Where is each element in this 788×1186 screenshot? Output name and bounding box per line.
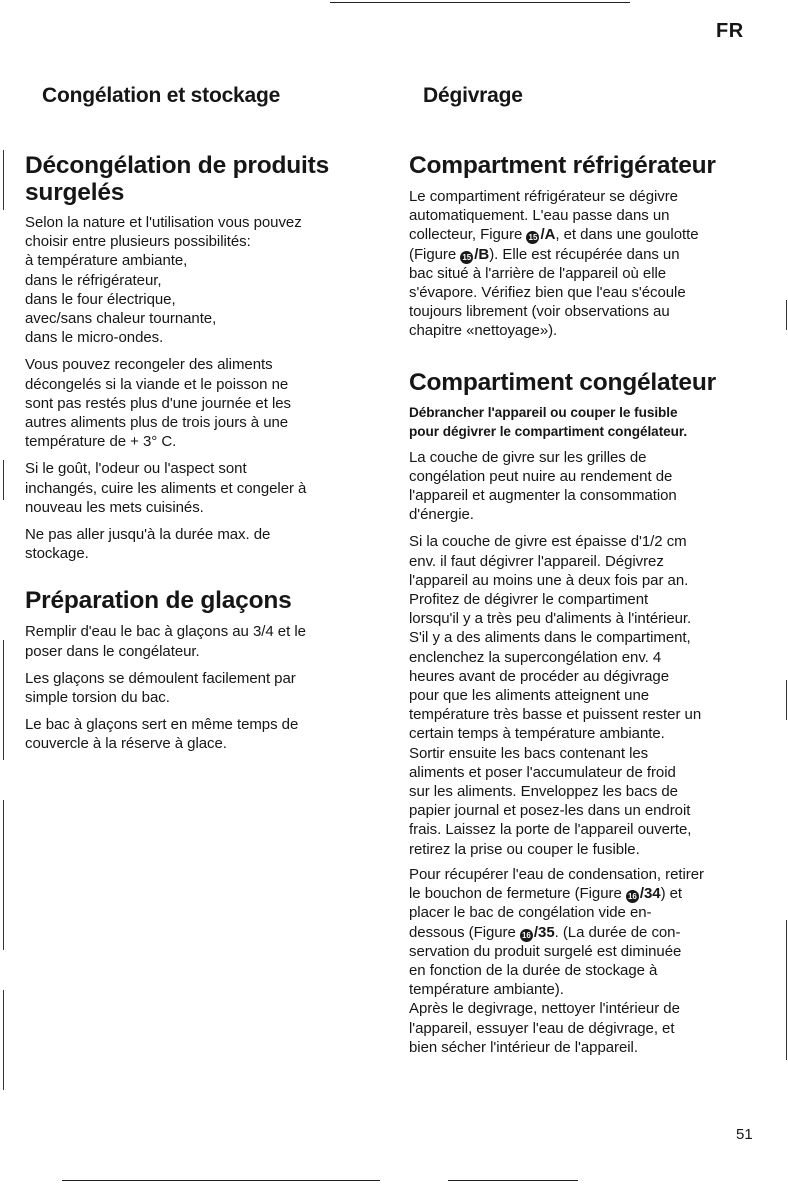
paragraph-duree-max: Ne pas aller jusqu'à la durée max. de stockage. [25,526,271,563]
section-title-congelation: Congélation et stockage [42,84,281,107]
paragraph-demoulent: Les glaçons se démoulent facilement par simple torsion du bac. [25,669,296,707]
paragraph-couvercle: Le bac à glaçons sert en même temps de couvercle à la réserve à glace. [25,716,299,753]
left-column [25,84,365,754]
figure-16-icon: 16 [520,929,533,942]
heading-refrigerateur: Compartment réfrigérateur [409,152,716,179]
heading-decongelation: Décongélation de produits surgelés [25,152,329,206]
scan-edge-mark [3,800,4,950]
section-title-degivrage: Dégivrage [423,84,523,107]
figure-15-icon: 15 [526,231,539,244]
scan-edge-mark [3,640,4,760]
figure-15-icon: 15 [460,251,473,264]
paragraph-recongeler: Vous pouvez recongeler des aliments décongelés si la viande et le poisson ne sont pas restés plus d'une journée et les autres aliments plus de trois jours à une température de + 3° C. [25,356,291,451]
paragraph-refrigerateur: Le compartiment réfrigérateur se dégivre automatiquement. L'eau passe dans un collecteur, Figure 15 /A, et dans une goulotte (Figure 15 /B). Elle est récupérée dans un bac situé à l'arrière de l'appareil où elle s'évapore. Vérifiez bien que l'eau s'écoule toujours librement (voir observations au chapitre «nettoyage»). [409,188,699,340]
paragraph-remplir: Remplir d'eau le bac à glaçons au 3/4 et le poser dans le congélateur. [25,623,306,660]
paragraph-possibilites: Selon la nature et l'utilisation vous pouvez choisir entre plusieurs possibilités: à température ambiante, dans le réfrigérateur, dans le four électrique, avec/sans chaleur tournante, dans le micro-ondes. [25,214,302,347]
paragraph-condensation: Pour récupérer l'eau de condensation, retirer le bouchon de fermeture (Figure 16 /34) et placer le bac de congélation vide en- dessous (Figure 16 /35. (La durée de con- servation du produit surgelé est diminuée en fonction de la durée de stockage à température ambiante). Après le degivrage, nettoyer l'intérieur de l'appareil, essuyer l'eau de dégivrage, et bien sécher l'intérieur de l'appareil. [409,865,704,1056]
scan-edge-mark [786,920,787,1060]
heading-congelateur: Compartiment congélateur [409,368,716,396]
scan-edge-mark [786,300,787,330]
warning-debrancher: Débrancher l'appareil ou couper le fusible pour dégivrer le compartiment congélateur. [409,404,688,439]
heading-glacons: Préparation de glaçons [25,587,292,615]
language-code: FR [716,20,744,42]
paragraph-gout: Si le goût, l'odeur ou l'aspect sont inchangés, cuire les aliments et congeler à nouveau les mets cuisinés. [25,460,307,516]
scan-edge-mark [3,460,4,500]
scan-edge-mark [3,150,4,210]
bottom-rule-right [448,1180,578,1181]
right-column [409,84,759,1057]
figure-16-icon: 16 [626,890,639,903]
scan-edge-mark [786,680,787,720]
top-rule [330,2,630,3]
scan-edge-mark [3,990,4,1090]
page-number: 51 [736,1126,753,1143]
paragraph-couche-givre: La couche de givre sur les grilles de congélation peut nuire au rendement de l'appareil et augmenter la consommation d'énergie. [409,448,677,524]
bottom-rule-left [62,1180,380,1181]
paragraph-degivrer: Si la couche de givre est épaisse d'1/2 cm env. il faut dégivrer l'appareil. Dégivrez l'appareil au moins une à deux fois par an. Profitez de dégivrer le compartiment lorsqu'il y a très peu d'aliments à l'intérieur. S'il y a des aliments dans le compartiment, enclenchez la supercongélation env. 4 heures avant de procéder au dégivrage pour que les aliments atteignent une température très basse et puissent rester un certain temps à température ambiante. Sortir ensuite les bacs contenant les aliments et poser l'accumulateur de froid sur les aliments. Enveloppez les bacs de papier journal et posez-les dans un endroit frais. Laissez la porte de l'appareil ouverte, retirez la prise ou couper le fusible. [409,533,702,858]
